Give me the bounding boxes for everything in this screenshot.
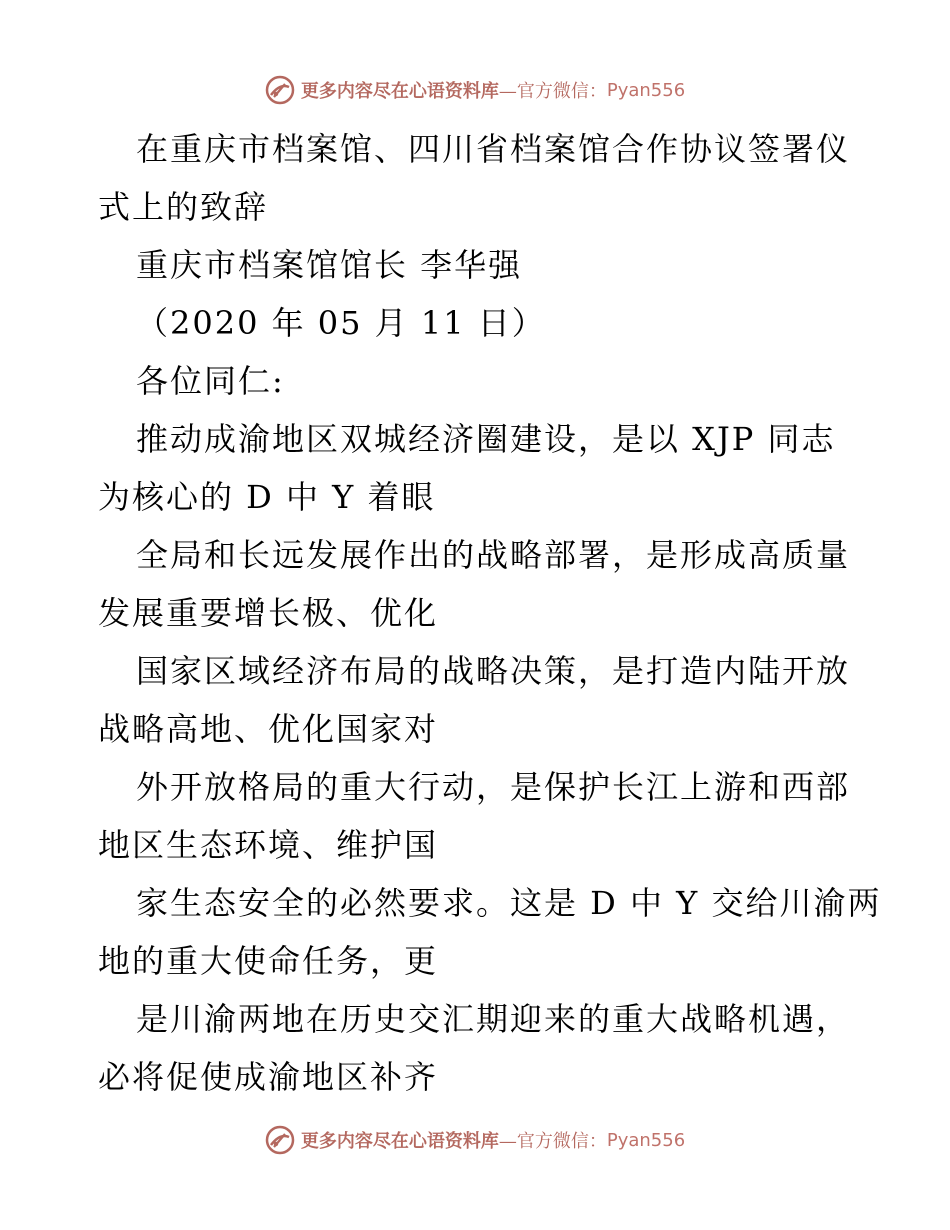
watermark-wechat-id: Pyan556 xyxy=(606,1129,686,1151)
body-line: 地的重大使命任务，更 xyxy=(98,942,439,980)
watermark-separator: —官方微信： xyxy=(498,1131,607,1152)
body-line: 国家区域经济布局的战略决策，是打造内陆开放 xyxy=(136,652,851,690)
title-line-1: 在重庆市档案馆、四川省档案馆合作协议签署仪 xyxy=(136,130,851,168)
body-line: 地区生态环境、维护国 xyxy=(98,826,439,864)
title-line-2: 式上的致辞 xyxy=(98,188,269,226)
watermark-wechat-id: Pyan556 xyxy=(606,79,686,101)
header-watermark-banner xyxy=(0,73,950,107)
body-line: 战略高地、优化国家对 xyxy=(98,710,439,748)
body-line: 是川渝两地在历史交汇期迎来的重大战略机遇， xyxy=(136,1000,851,1038)
document-body xyxy=(98,120,882,1106)
book-quill-logo-icon xyxy=(265,1125,295,1155)
body-line: 家生态安全的必然要求。这是 D 中 Y 交给川渝两 xyxy=(136,884,882,922)
footer-watermark-banner xyxy=(0,1123,950,1157)
body-line: 为核心的 D 中 Y 着眼 xyxy=(98,478,436,516)
body-line: 全局和长远发展作出的战略部署，是形成高质量 xyxy=(136,536,851,574)
author-line: 重庆市档案馆馆长 李华强 xyxy=(136,246,523,284)
body-line: 必将促使成渝地区补齐 xyxy=(98,1058,439,1096)
watermark-text: 更多内容尽在心语资料库 xyxy=(300,81,499,102)
body-line: 推动成渝地区双城经济圈建设，是以 XJP 同志 xyxy=(136,420,836,458)
salutation-line: 各位同仁: xyxy=(136,362,285,400)
date-line: （2020 年 05 月 11 日） xyxy=(136,304,546,342)
body-line: 外开放格局的重大行动，是保护长江上游和西部 xyxy=(136,768,851,806)
body-line: 发展重要增长极、优化 xyxy=(98,594,439,632)
watermark-text: 更多内容尽在心语资料库 xyxy=(300,1131,499,1152)
watermark-separator: —官方微信： xyxy=(498,81,607,102)
book-quill-logo-icon xyxy=(265,75,295,105)
